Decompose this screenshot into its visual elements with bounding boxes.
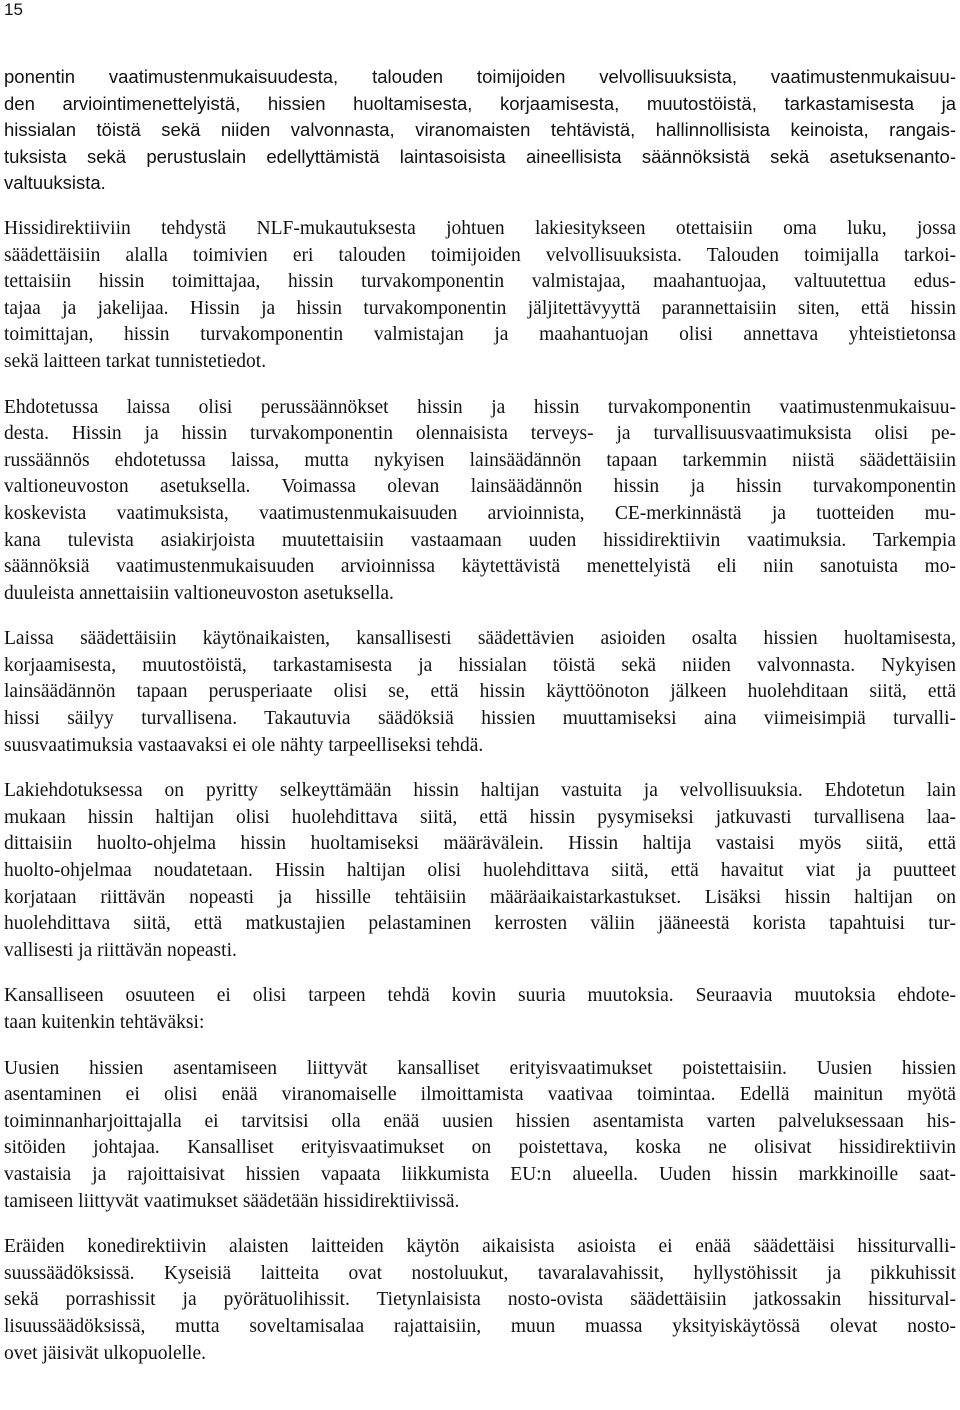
text-line: mukaan hissin haltijan olisi huolehdittava siitä, että hissin pysymiseksi jatkuvasti turvallisena laa- — [4, 806, 956, 828]
text-line: Uusien hissien asentamiseen liittyvät kansalliset erityisvaatimukset poistettaisiin. Uusien hissien — [4, 1057, 956, 1079]
text-line: taan kuitenkin tehtäväksi: — [4, 1012, 205, 1033]
paragraph-4 — [4, 626, 956, 759]
paragraph-gap — [4, 197, 956, 216]
text-line: Eräiden konedirektiivin alaisten laitteiden käytön aikaisista asioista ei enää säädettäisi hissiturvalli- — [4, 1236, 956, 1258]
text-line: sekä laitteen tarkat tunnistetiedot. — [4, 350, 267, 372]
text-line: säädettäisiin alalla toimivien eri talouden toimijoiden velvollisuuksista. Talouden toimijalla tarkoi- — [4, 244, 956, 266]
text-line: huolto-ohjelmaa noudatetaan. Hissin haltijan olisi huolehdittava siitä, että havaitut viat ja puutteet — [4, 860, 956, 882]
text-line: asentaminen ei olisi enää viranomaiselle ilmoittamista vaativaa toimintaa. Edellä mainitun myötä — [4, 1084, 956, 1106]
text-line: hissi säilyy turvallisena. Takautuvia säädöksiä hissien muuttamiseksi aina viimeisimpiä turvalli- — [4, 708, 956, 730]
text-line: suusvaatimuksia vastaavaksi ei ole nähty tarpeelliseksi tehdä. — [4, 734, 484, 756]
text-line: tettaisiin hissin toimittajaa, hissin turvakomponentin valmistajaa, maahantuojaa, valtuutettua edus- — [4, 271, 956, 293]
text-line: Hissidirektiiviin tehdystä NLF-mukautuksesta johtuen lakiesitykseen otettaisiin oma luku, jossa — [4, 217, 956, 239]
text-line: tuksista sekä perustuslain edellyttämistä laintasoisista aineellisista säännöksistä sekä asetuksenanto- — [4, 145, 956, 167]
text-line: suussäädöksissä. Kyseisiä laitteita ovat nostoluukut, tavaralavahissit, hyllystöhissit ja pikkuhissit — [4, 1262, 956, 1284]
text-line: den arviointimenettelyistä, hissien huoltamisesta, korjaamisesta, muutostöistä, tarkastamisesta ja — [4, 92, 956, 114]
text-line: desta. Hissin ja hissin turvakomponentin olennaisista terveys- ja turvallisuusvaatimuksista olisi pe- — [4, 423, 956, 445]
paragraph-3 — [4, 395, 956, 608]
text-line: lisuussäädöksissä, mutta soveltamisalaa rajattaisiin, muun muassa yksityiskäytössä olevat nosto- — [4, 1315, 956, 1337]
paragraph-gap — [4, 1037, 956, 1056]
text-line: Ehdotetussa laissa olisi perussäännökset hissin ja hissin turvakomponentin vaatimustenmukaisuu- — [4, 396, 956, 418]
paragraph-gap — [4, 759, 956, 778]
text-line: huolehdittava siitä, että matkustajien pelastaminen kerrosten väliin jääneestä korista tapahtuisi tur- — [4, 913, 956, 935]
paragraph-gap — [4, 1215, 956, 1234]
text-line: korjaamisesta, muutostöistä, tarkastamisesta ja hissialan töistä sekä niiden valvonnasta. Nykyisen — [4, 654, 956, 676]
paragraph-7 — [4, 1056, 956, 1216]
text-line: hissialan töistä sekä niiden valvonnasta, viranomaisten tehtävistä, hallinnollisista keinoista, rangais- — [4, 119, 956, 141]
paragraph-gap — [4, 376, 956, 395]
text-line: Kansalliseen osuuteen ei olisi tarpeen tehdä kovin suuria muutoksia. Seuraavia muutoksia ehdote- — [4, 985, 956, 1007]
text-line: vallisesti ja riittävän nopeasti. — [4, 939, 237, 961]
paragraph-1 — [4, 64, 956, 197]
text-line: russäännös ehdotetussa laissa, mutta nykyisen lainsäädännön tapaan tarkemmin niistä säädettäisiin — [4, 449, 956, 471]
document-body — [4, 64, 956, 1367]
text-line: Laissa säädettäisiin käytönaikaisten, kansallisesti säädettävien asioiden osalta hissien huoltamisesta, — [4, 628, 956, 650]
text-line: toimittajan, hissin turvakomponentin valmistajan ja maahantuojan olisi annettava yhteistietonsa — [4, 324, 956, 346]
text-line: tamiseen liittyvät vaatimukset säädetään hissidirektiivissä. — [4, 1190, 460, 1212]
text-line: koskevista vaatimuksista, vaatimustenmukaisuuden arvioinnista, CE-merkinnästä ja tuotteiden mu- — [4, 502, 956, 524]
paragraph-6 — [4, 983, 956, 1036]
text-line: vastaisia ja rajoittaisivat hissien vapaata liikkumista EU:n alueella. Uuden hissin markkinoille saat- — [4, 1163, 956, 1185]
paragraph-gap — [4, 607, 956, 626]
paragraph-5 — [4, 778, 956, 964]
text-line: duuleista annettaisiin valtioneuvoston asetuksella. — [4, 582, 394, 604]
text-line: sekä porrashissit ja pyörätuolihissit. Tietynlaisista nosto-ovista säädettäisiin jatkossakin hissiturval- — [4, 1289, 956, 1311]
text-line: korjataan riittävän nopeasti ja hissille tehtäisiin määräaikaistarkastukset. Lisäksi hissin haltijan on — [4, 886, 956, 908]
text-line: sitöiden johtajaa. Kansalliset erityisvaatimukset on poistettava, koska ne olisivat hissidirektiivin — [4, 1137, 956, 1159]
paragraph-2 — [4, 216, 956, 376]
text-line: Lakiehdotuksessa on pyritty selkeyttämään hissin haltijan vastuita ja velvollisuuksia. Ehdotetun lain — [4, 780, 956, 802]
text-line: ovet jäisivät ulkopuolelle. — [4, 1342, 206, 1364]
text-line: valtuuksista. — [4, 172, 106, 194]
text-line: valtioneuvoston asetuksella. Voimassa olevan lainsäädännön hissin ja hissin turvakomponentin — [4, 476, 956, 498]
paragraph-gap — [4, 964, 956, 983]
text-line: ponentin vaatimustenmukaisuudesta, talouden toimijoiden velvollisuuksista, vaatimustenmukaisuu- — [4, 66, 956, 87]
text-line: kana tulevista asiakirjoista muutettaisiin vastaamaan uuden hissidirektiivin vaatimuksia. Tarkempia — [4, 529, 956, 551]
text-line: toiminnanharjoittajalla ei tarvitsisi olla enää uusien hissien asentamista varten palveluksessaan his- — [4, 1110, 956, 1132]
page-number: 15 — [4, 0, 23, 19]
text-line: dittaisiin huolto-ohjelma hissin huoltamiseksi määrävälein. Hissin haltija vastaisi myös siitä, että — [4, 833, 956, 855]
paragraph-8 — [4, 1234, 956, 1367]
text-line: lainsäädännön tapaan perusperiaate olisi se, että hissin käyttöönoton jälkeen huolehditaan siitä, että — [4, 681, 956, 703]
text-line: säännöksiä vaatimustenmukaisuuden arvioinnissa käytettävistä menettelyistä eli niin sanotuista mo- — [4, 556, 956, 578]
text-line: tajaa ja jakelijaa. Hissin ja hissin turvakomponentin jäljitettävyyttä parannettaisiin siten, että hissin — [4, 297, 956, 319]
